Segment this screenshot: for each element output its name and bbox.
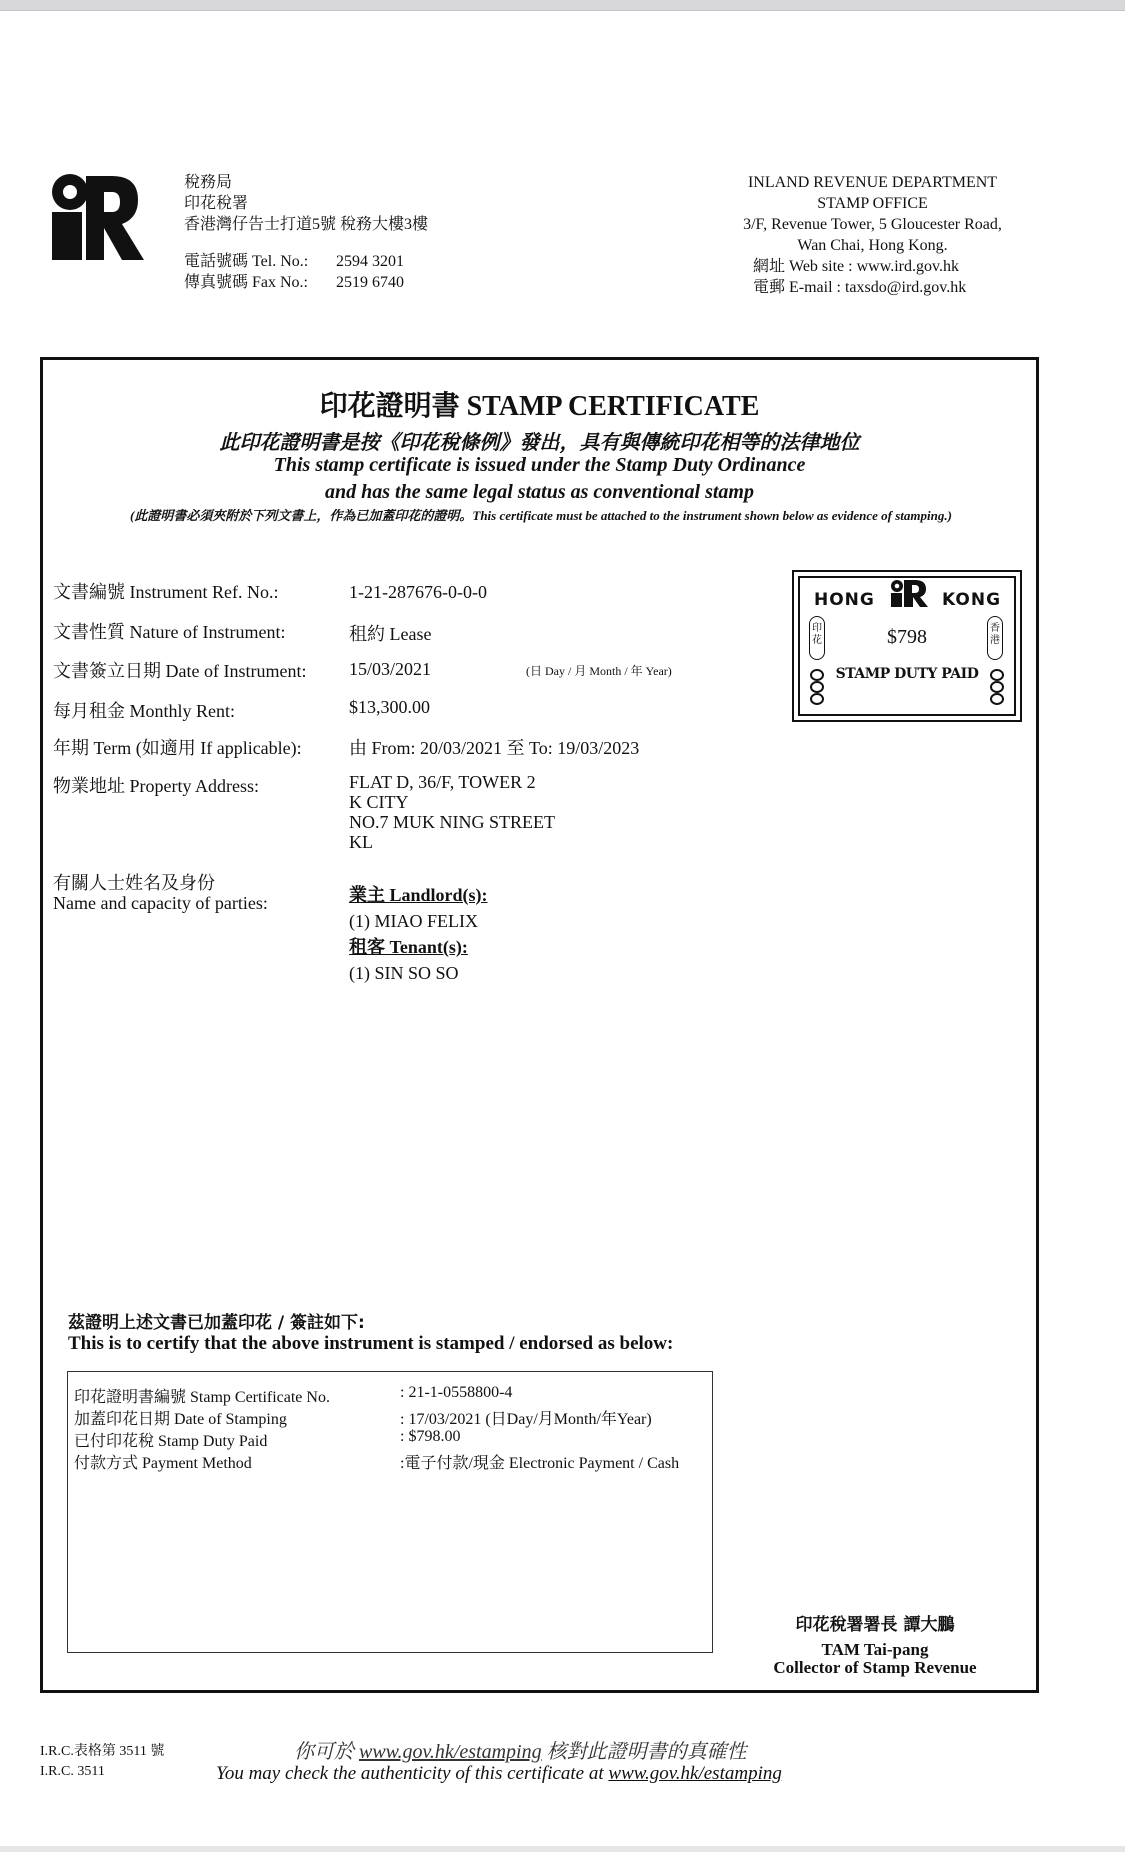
collector-name-en: TAM Tai-pang — [821, 1640, 929, 1659]
duty-paid-label: 已付印花稅 Stamp Duty Paid — [74, 1433, 268, 1450]
endorsement-heading-cn: 茲證明上述文書已加蓋印花 / 簽註如下: — [68, 1313, 365, 1333]
payment-method-label: 付款方式 Payment Method — [74, 1455, 252, 1472]
rent-value: $13,300.00 — [349, 697, 430, 717]
header-right-block — [700, 172, 1045, 298]
landlord-value: (1) MIAO FELIX — [349, 911, 478, 931]
address-line: FLAT D, 36/F, TOWER 2 — [349, 772, 536, 792]
collector-title-en: Collector of Stamp Revenue — [773, 1658, 977, 1677]
website-text: 網址 Web site : www.ird.gov.hk — [753, 258, 959, 275]
seal-left-tag: 印花 — [809, 616, 825, 660]
seal-amount: $798 — [887, 626, 927, 648]
form-number-cn: I.R.C.表格第 3511 號 — [40, 1744, 165, 1759]
ref-label: 文書編號 Instrument Ref. No.: — [53, 582, 279, 602]
seal-kong-text: KONG — [942, 590, 1002, 610]
office-name-cn: 印花稅署 — [184, 195, 249, 212]
office-name-en: STAMP OFFICE — [817, 195, 928, 212]
landlord-label: 業主 Landlord(s): — [349, 885, 488, 905]
date-value: 15/03/2021 — [349, 659, 432, 679]
fax-value: 2519 6740 — [336, 274, 404, 291]
date-label: 文書簽立日期 Date of Instrument: — [53, 661, 307, 681]
address-line: NO.7 MUK NING STREET — [349, 812, 555, 832]
dept-name-cn: 稅務局 — [184, 174, 233, 191]
fax-label: 傳真號碼 Fax No.: — [184, 274, 309, 291]
tenant-value: (1) SIN SO SO — [349, 963, 459, 983]
stamp-cert-no-label: 印花證明書編號 Stamp Certificate No. — [74, 1389, 330, 1406]
property-address — [349, 772, 555, 852]
collector-title-cn: 印花稅署署長 譚大鵬 — [795, 1615, 955, 1635]
stamp-cert-no-value: : 21-1-0558800-4 — [400, 1384, 513, 1401]
date-of-stamping-label: 加蓋印花日期 Date of Stamping — [74, 1411, 287, 1428]
address-en-line2: Wan Chai, Hong Kong. — [797, 237, 948, 254]
parties-label-en: Name and capacity of parties: — [53, 893, 268, 913]
ref-value: 1-21-287676-0-0-0 — [349, 582, 487, 602]
seal-caption: STAMP DUTY PAID — [835, 666, 979, 682]
address-en-line1: 3/F, Revenue Tower, 5 Gloucester Road, — [743, 216, 1002, 233]
duty-paid-value: : $798.00 — [400, 1428, 461, 1445]
tel-label: 電話號碼 Tel. No.: — [184, 253, 309, 270]
address-line: K CITY — [349, 792, 409, 812]
parties-label — [53, 873, 268, 913]
tel-value: 2594 3201 — [336, 253, 404, 270]
date-of-stamping-value: : 17/03/2021 (日Day/月Month/年Year) — [400, 1411, 652, 1428]
dept-name-en: INLAND REVENUE DEPARTMENT — [747, 174, 998, 191]
seal-right-tag: 香港 — [987, 616, 1003, 660]
nature-label: 文書性質 Nature of Instrument: — [53, 622, 286, 642]
ird-logo-icon — [46, 170, 144, 262]
header-left-block — [184, 172, 428, 293]
estamping-link-en[interactable]: www.gov.hk/estamping — [608, 1763, 782, 1784]
window-bottom-bar — [0, 1846, 1125, 1852]
term-label: 年期 Term (如適用 If applicable): — [53, 738, 302, 758]
address-line: KL — [349, 832, 373, 852]
nature-value: 租約 Lease — [349, 624, 432, 644]
parties-block — [349, 882, 488, 986]
subtitle-cn: 此印花證明書是按《印花稅條例》發出，具有與傳統印花相等的法律地位 — [219, 432, 860, 454]
address-label: 物業地址 Property Address: — [53, 776, 259, 796]
endorsement-heading-en: This is to certify that the above instrument is stamped / endorsed as below: — [68, 1333, 674, 1354]
parties-label-cn: 有關人士姓名及身份 — [53, 873, 215, 893]
attach-note: (此證明書必須夾附於下列文書上，作為已加蓋印花的證明。This certificate must be attached to the instrument shown below as evidence of stamping.) — [130, 508, 952, 523]
verify-cn-prefix: 你可於 — [294, 1741, 359, 1763]
date-format-hint: (日 Day / 月 Month / 年 Year) — [526, 664, 672, 678]
stamp-duty-seal — [792, 570, 1022, 722]
seal-ird-logo-icon — [888, 578, 928, 608]
payment-method-value: :電子付款/現金 Electronic Payment / Cash — [400, 1455, 680, 1472]
certificate-title: 印花證明書 STAMP CERTIFICATE — [319, 391, 760, 422]
window-top-bar — [0, 0, 1125, 11]
seal-hong-text: HONG — [814, 590, 875, 610]
term-value: 由 From: 20/03/2021 至 To: 19/03/2023 — [349, 738, 640, 758]
verify-cn-suffix: 核對此證明書的真確性 — [541, 1741, 747, 1763]
rent-label: 每月租金 Monthly Rent: — [53, 701, 236, 721]
email-text: 電郵 E-mail : taxsdo@ird.gov.hk — [753, 279, 967, 296]
form-number-en: I.R.C. 3511 — [40, 1764, 105, 1779]
verify-en-prefix: You may check the authenticity of this certificate at — [216, 1763, 609, 1784]
subtitle-en-line1: This stamp certificate is issued under the Stamp Duty Ordinance — [273, 454, 806, 476]
endorsement-box — [67, 1371, 713, 1653]
subtitle-en-line2: and has the same legal status as conventional stamp — [325, 481, 754, 503]
verify-note-cn — [294, 1735, 747, 1764]
verify-note-en — [216, 1763, 782, 1785]
address-cn: 香港灣仔告士打道5號 稅務大樓3樓 — [184, 216, 429, 233]
tenant-label: 租客 Tenant(s): — [349, 937, 468, 957]
estamping-link-cn[interactable]: www.gov.hk/estamping — [359, 1741, 542, 1763]
